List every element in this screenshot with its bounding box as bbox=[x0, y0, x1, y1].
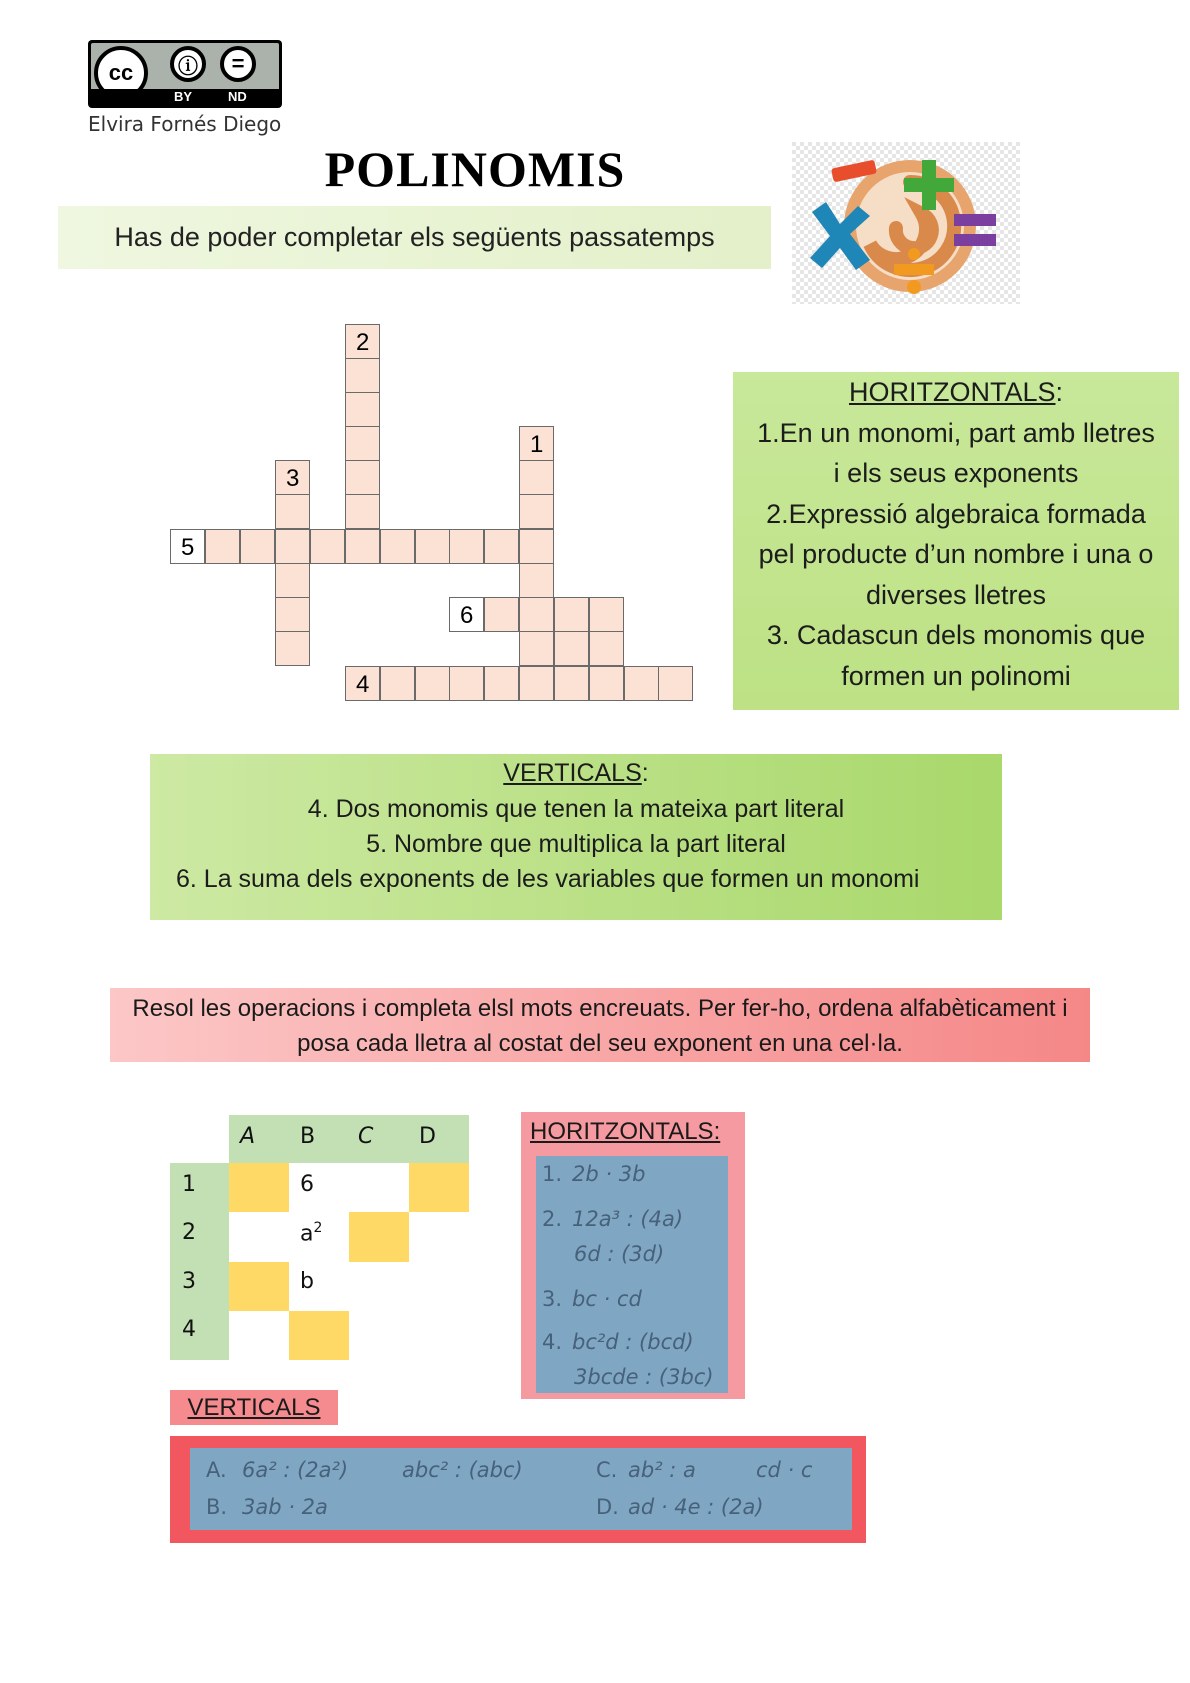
crossword-cell[interactable] bbox=[345, 358, 380, 393]
crossword-label-cell: 3 bbox=[275, 460, 310, 495]
column-header-d: D bbox=[419, 1124, 436, 1149]
crossword-cell[interactable] bbox=[484, 597, 519, 632]
clue-line: diverses lletres bbox=[865, 579, 1047, 610]
crossword-cell[interactable] bbox=[658, 666, 693, 701]
crossword-cell[interactable] bbox=[554, 597, 589, 632]
crossword-cell[interactable] bbox=[449, 529, 484, 564]
clue-line: 4. Dos monomis que tenen la mateixa part literal bbox=[307, 795, 845, 823]
crossword-label-cell: 5 bbox=[170, 529, 205, 564]
crossword-cell[interactable] bbox=[345, 392, 380, 427]
author-name: Elvira Fornés Diego bbox=[88, 112, 282, 136]
math-operations-logo-icon bbox=[792, 142, 1020, 304]
operation-expression: ab² : a bbox=[628, 1458, 696, 1482]
vertical-clues-box bbox=[150, 754, 1002, 920]
operations-verticals-panel bbox=[190, 1448, 852, 1530]
grid-cell-b2[interactable]: $a^2$ bbox=[300, 1220, 323, 1247]
clue-line: 3. Cadascun dels monomis que bbox=[766, 620, 1146, 650]
crossword-cell[interactable] bbox=[415, 666, 450, 701]
clue-line: 1.En un monomi, part amb lletres bbox=[757, 417, 1155, 448]
cc-license-badge bbox=[88, 40, 282, 108]
crossword-cell[interactable] bbox=[449, 666, 484, 701]
row-header-1: 1 bbox=[182, 1172, 196, 1197]
operation-expression: bc · cd bbox=[572, 1287, 642, 1311]
crossword-cell[interactable] bbox=[519, 460, 554, 495]
operation-expression: 6a² : (2a²) bbox=[242, 1458, 349, 1482]
crossword-label-cell: 4 bbox=[345, 666, 380, 701]
grid-cell-a1[interactable] bbox=[229, 1163, 289, 1212]
grid-cell-d1[interactable] bbox=[409, 1163, 469, 1212]
crossword-cell[interactable] bbox=[484, 666, 519, 701]
operations-horizontals-heading: HORITZONTALS: bbox=[530, 1118, 721, 1145]
grid-cell-b3[interactable]: b bbox=[300, 1269, 314, 1294]
operation-number: 3. bbox=[542, 1287, 563, 1311]
instructions-line: posa cada lletra al costat del seu exponent en una cel·la. bbox=[297, 1030, 903, 1057]
crossword-cell[interactable] bbox=[519, 631, 554, 666]
operation-expression: ad · 4e : (2a) bbox=[628, 1495, 764, 1519]
operations-horizontals-panel bbox=[536, 1156, 728, 1393]
subtitle-banner bbox=[58, 206, 771, 269]
crossword-cell[interactable] bbox=[345, 460, 380, 495]
crossword-cell[interactable] bbox=[554, 666, 589, 701]
clue-line: 6. La suma dels exponents de les variables que formen un monomi bbox=[176, 865, 920, 893]
crossword-cell[interactable] bbox=[275, 529, 310, 564]
crossword-cell[interactable] bbox=[519, 597, 554, 632]
operation-number: 2. bbox=[542, 1207, 563, 1231]
operation-expression: 3ab · 2a bbox=[242, 1495, 328, 1519]
column-header-c: C bbox=[358, 1124, 374, 1149]
page-title: POLINOMIS bbox=[324, 141, 626, 197]
badge-nd-label: ND bbox=[228, 89, 247, 104]
row-header-2: 2 bbox=[182, 1220, 196, 1245]
crossword-cell[interactable] bbox=[519, 494, 554, 529]
crossword-cell[interactable] bbox=[275, 563, 310, 598]
column-header-a: A bbox=[240, 1124, 256, 1149]
instructions-banner bbox=[110, 988, 1090, 1062]
crossword-cell[interactable] bbox=[589, 597, 624, 632]
crossword-cell[interactable] bbox=[310, 529, 345, 564]
crossword-cell[interactable] bbox=[275, 494, 310, 529]
crossword-cell[interactable] bbox=[345, 426, 380, 461]
operation-expression: bc²d : (bcd) bbox=[572, 1330, 694, 1354]
crossword-cell[interactable] bbox=[275, 597, 310, 632]
grid-cell-c2[interactable] bbox=[349, 1212, 409, 1262]
crossword-cell[interactable] bbox=[519, 666, 554, 701]
crossword-cell[interactable] bbox=[589, 631, 624, 666]
crossword-cell[interactable] bbox=[554, 631, 589, 666]
clue-line: formen un polinomi bbox=[841, 660, 1071, 691]
operation-number: D. bbox=[596, 1495, 619, 1519]
grid-cell-a3[interactable] bbox=[229, 1262, 289, 1311]
operation-expression: cd · c bbox=[756, 1458, 813, 1482]
row-header-4: 4 bbox=[182, 1317, 196, 1342]
no-derivatives-icon: = bbox=[220, 46, 256, 82]
clue-line: pel producte d’un nombre i una o bbox=[758, 539, 1154, 569]
operation-expression: 6d : (3d) bbox=[574, 1242, 665, 1266]
cc-icon: cc bbox=[94, 46, 148, 100]
crossword-cell[interactable] bbox=[519, 563, 554, 598]
operation-number: 1. bbox=[542, 1162, 563, 1186]
clue-line: 5. Nombre que multiplica la part literal bbox=[366, 830, 786, 858]
operation-expression: abc² : (abc) bbox=[402, 1458, 523, 1482]
instructions-line: Resol les operacions i completa elsl mots encreuats. Per fer-ho, ordena alfabèticament i bbox=[132, 995, 1068, 1022]
crossword-cell[interactable] bbox=[380, 529, 415, 564]
crossword-cell[interactable] bbox=[380, 666, 415, 701]
crossword-cell[interactable] bbox=[589, 666, 624, 701]
column-header-b: B bbox=[300, 1124, 316, 1149]
operation-number: B. bbox=[206, 1495, 228, 1519]
crossword-label-cell: 1 bbox=[519, 426, 554, 461]
clue-line: i els seus exponents bbox=[833, 458, 1079, 488]
subtitle-text: Has de poder completar els següents passatemps bbox=[114, 222, 715, 252]
horizontal-clues-box bbox=[733, 372, 1179, 710]
crossword-cell[interactable] bbox=[624, 666, 659, 701]
grid-cell-b4[interactable] bbox=[289, 1311, 349, 1360]
grid-cell-b1[interactable]: 6 bbox=[300, 1172, 314, 1197]
operations-verticals-heading: VERTICALS bbox=[170, 1390, 338, 1425]
crossword-cell[interactable] bbox=[519, 529, 554, 564]
operation-expression: 3bcde : (3bc) bbox=[574, 1365, 714, 1389]
crossword-label-cell: 6 bbox=[449, 597, 484, 632]
operation-expression: 2b · 3b bbox=[572, 1162, 646, 1186]
badge-by-label: BY bbox=[174, 89, 193, 104]
crossword-cell[interactable] bbox=[205, 529, 240, 564]
row-header-band bbox=[170, 1163, 229, 1360]
crossword-cell[interactable] bbox=[240, 529, 275, 564]
vertical-clues-heading: VERTICALS: bbox=[503, 759, 649, 787]
crossword-cell[interactable] bbox=[345, 494, 380, 529]
row-header-3: 3 bbox=[182, 1269, 196, 1294]
crossword-cell[interactable] bbox=[345, 529, 380, 564]
operation-number: A. bbox=[206, 1458, 227, 1482]
crossword-cell[interactable] bbox=[275, 631, 310, 666]
operation-expression: 12a³ : (4a) bbox=[572, 1207, 684, 1231]
horizontal-clues-heading: HORITZONTALS: bbox=[848, 377, 1064, 407]
operation-number: C. bbox=[596, 1458, 618, 1482]
operation-number: 4. bbox=[542, 1330, 563, 1354]
crossword-cell[interactable] bbox=[484, 529, 519, 564]
crossword-cell[interactable] bbox=[415, 529, 450, 564]
clue-line: 2.Expressió algebraica formada bbox=[766, 498, 1146, 529]
attribution-icon: ⓘ bbox=[170, 46, 206, 82]
crossword-label-cell: 2 bbox=[345, 324, 380, 359]
